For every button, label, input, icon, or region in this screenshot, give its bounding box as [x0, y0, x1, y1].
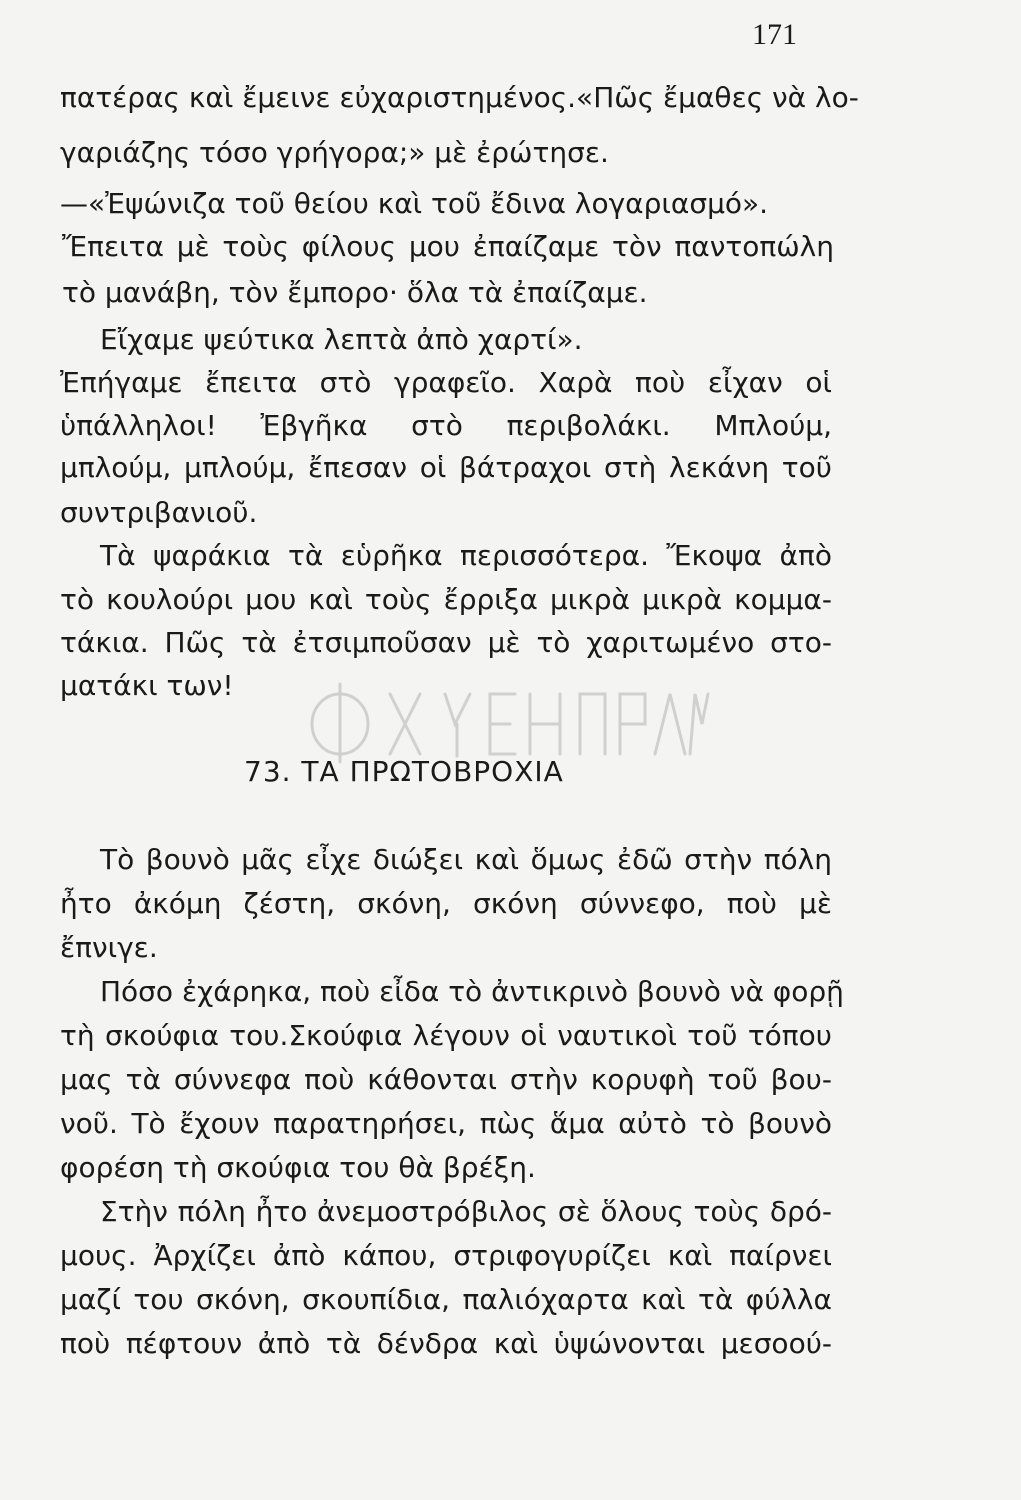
text-line: τὴ σκούφια του.Σκούφια λέγουν οἱ ναυτικοὶ τοῦ τόπου [60, 1019, 832, 1052]
text-line: μους. Ἀρχίζει ἀπὸ κάπου, στριφογυρίζει καὶ παίρνει [60, 1239, 832, 1272]
text-line: ποὺ πέφτουν ἀπὸ τὰ δένδρα καὶ ὑψώνονται μεσοού- [60, 1327, 832, 1360]
text-line: πατέρας καὶ ἔμεινε εὐχαριστημένος.«Πῶς ἔμαθες νὰ λο- [60, 81, 859, 114]
text-line: νοῦ. Τὸ ἔχουν παρατηρήσει, πὼς ἅμα αὐτὸ τὸ βουνὸ [60, 1107, 832, 1140]
text-line: μπλούμ, μπλούμ, ἔπεσαν οἱ βάτραχοι στὴ λεκάνη τοῦ [60, 451, 832, 484]
text-line: —«Ἐψώνιζα τοῦ θείου καὶ τοῦ ἔδινα λογαριασμό». [60, 187, 769, 220]
text-line: Πόσο ἐχάρηκα, ποὺ εἶδα τὸ ἀντικρινὸ βουνὸ νὰ φορῇ [100, 975, 844, 1008]
text-line: μας τὰ σύννεφα ποὺ κάθονται στὴν κορυφὴ τοῦ βου- [60, 1063, 832, 1096]
page-number: 171 [752, 18, 797, 51]
text-line: ματάκι των! [60, 669, 234, 702]
text-line: Ἐπήγαμε ἔπειτα στὸ γραφεῖο. Χαρὰ ποὺ εἶχαν οἱ [60, 366, 832, 399]
text-line: Ἔπειτα μὲ τοὺς φίλους μου ἐπαίζαμε τὸν παντοπώλη [62, 230, 834, 263]
text-line: φορέση τὴ σκούφια του θὰ βρέξη. [60, 1151, 536, 1184]
text-line: Τὸ βουνὸ μᾶς εἶχε διώξει καὶ ὅμως ἐδῶ στὴν πόλη [100, 843, 832, 876]
text-line: τὸ κουλούρι μου καὶ τοὺς ἔρριξα μικρὰ μικρὰ κομμα- [60, 583, 832, 616]
handwritten-marks [300, 664, 710, 764]
text-line: τάκια. Πῶς τὰ ἐτσιμποῦσαν μὲ τὸ χαριτωμένο στο- [60, 626, 832, 659]
text-line: Τὰ ψαράκια τὰ εὑρῆκα περισσότερα. Ἔκοψα ἀπὸ [100, 539, 832, 572]
text-line: μαζί του σκόνη, σκουπίδια, παλιόχαρτα καὶ τὰ φύλλα [60, 1283, 832, 1316]
text-line: γαριάζης τόσο γρήγορα;» μὲ ἐρώτησε. [60, 136, 609, 169]
text-line: ἔπνιγε. [60, 931, 158, 964]
text-line: ἦτο ἀκόμη ζέστη, σκόνη, σκόνη σύννεφο, ποὺ μὲ [60, 887, 832, 920]
section-heading: 73. ΤΑ ΠΡΩΤΟΒΡΟΧΙΑ [244, 755, 564, 788]
text-line: τὸ μανάβη, τὸν ἔμπορο· ὅλα τὰ ἐπαίζαμε. [62, 276, 648, 309]
text-line: ὑπάλληλοι! Ἐβγῆκα στὸ περιβολάκι. Μπλούμ, [60, 409, 832, 442]
text-line: Στὴν πόλη ἦτο ἀνεμοστρόβιλος σὲ ὅλους τοὺς δρό- [100, 1195, 832, 1228]
text-line: συντριβανιοῦ. [60, 496, 258, 529]
text-line: Εἴχαμε ψεύτικα λεπτὰ ἀπὸ χαρτί». [100, 323, 583, 356]
